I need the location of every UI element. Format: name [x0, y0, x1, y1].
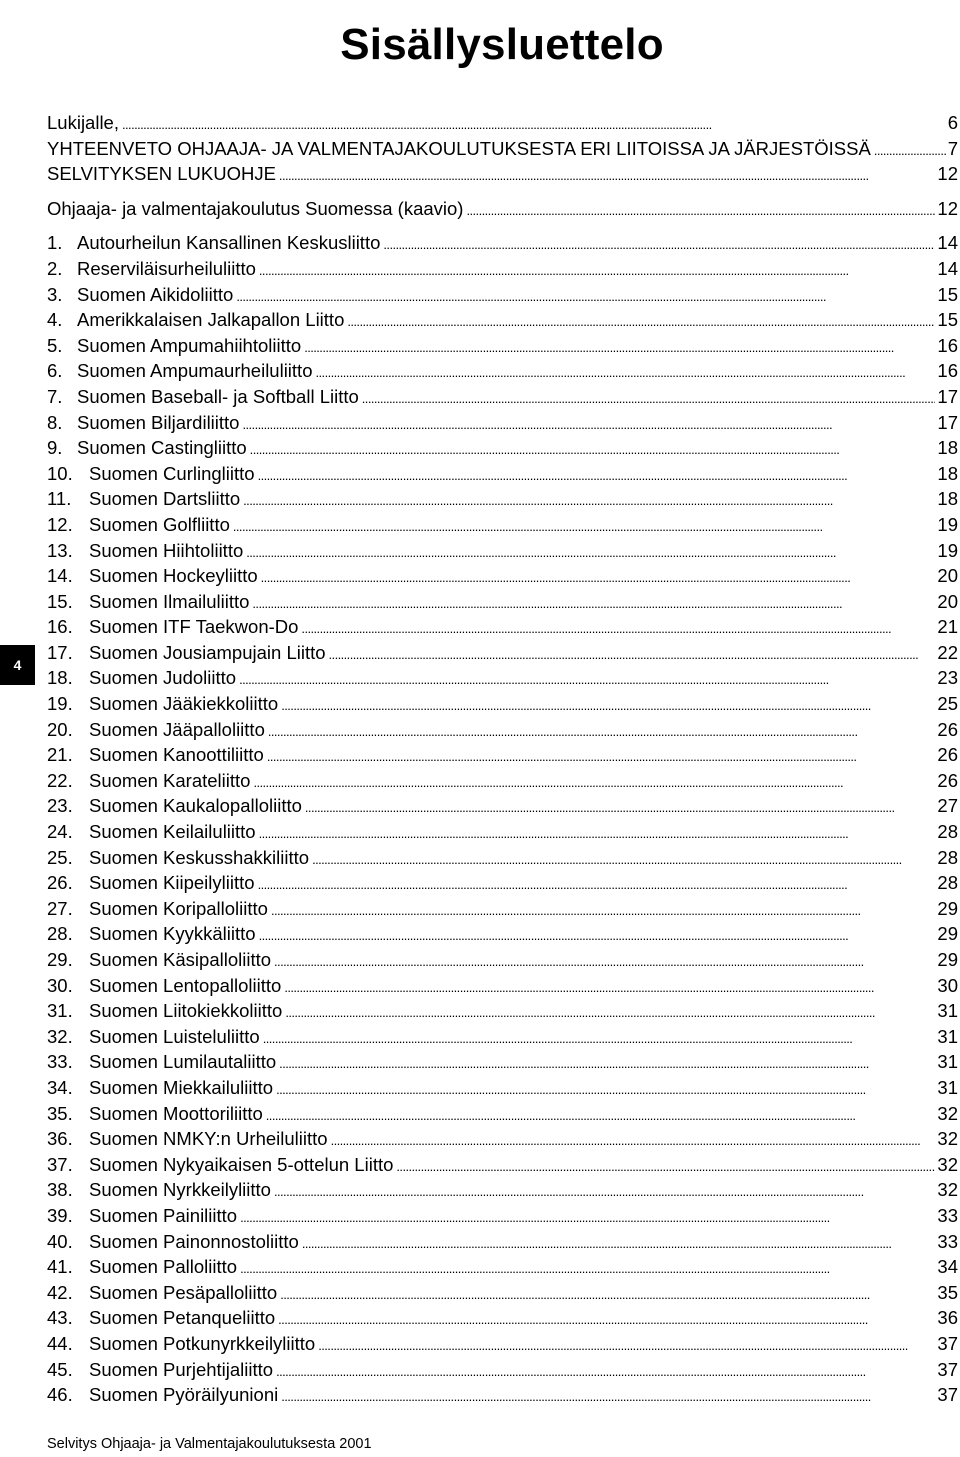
toc-entry-label: Suomen Biljardiliitto — [77, 411, 240, 433]
toc-entry-label: Suomen Ampumahiihtoliitto — [77, 334, 302, 356]
page-footer: Selvitys Ohjaaja- ja Valmentajakoulutuksesta 2001 — [47, 1436, 372, 1452]
toc-entry-number: 31. — [47, 1000, 73, 1022]
toc-dot-leader — [316, 358, 936, 384]
toc-dot-leader — [276, 1075, 935, 1101]
toc-entry-label: Suomen ITF Taekwon-Do — [89, 616, 299, 638]
toc-entry-number: 30. — [47, 974, 73, 996]
toc-dot-leader — [266, 1101, 936, 1127]
toc-entry[interactable] — [47, 333, 958, 359]
toc-entry-label: Suomen Painiliitto — [89, 1204, 238, 1226]
toc-entry-number: 18. — [47, 667, 73, 689]
toc-entry[interactable] — [47, 614, 958, 640]
toc-dot-leader — [267, 742, 936, 768]
toc-entry-label: Suomen Hockeyliitto — [89, 565, 258, 587]
toc-entry-number: 29. — [47, 949, 73, 970]
toc-entry-label: YHTEENVETO OHJAAJA- JA VALMENTAJAKOULUTUKSESTA ERI LIITOISSA JA JÄRJESTÖISSÄ — [47, 137, 871, 159]
toc-intro-entry[interactable] — [47, 136, 958, 162]
toc-entry-number: 5. — [47, 334, 63, 356]
toc-entry-label: Suomen Jääkiekkoliitto — [89, 693, 279, 715]
toc-entry[interactable] — [47, 307, 958, 333]
toc-page-number: 18 — [937, 462, 958, 484]
toc-intro-entry[interactable] — [47, 196, 958, 222]
toc-entry-number: 21. — [47, 744, 73, 766]
toc-entry-label: Suomen Kaukalopalloliitto — [89, 795, 302, 817]
toc-entry-label: Suomen Judoliitto — [89, 667, 237, 689]
toc-entry-label: Suomen Hiihtoliitto — [89, 539, 244, 561]
toc-entry-label: Ohjaaja- ja valmentajakoulutus Suomessa (kaavio) — [47, 197, 464, 219]
toc-entry-number: 4. — [47, 309, 63, 331]
toc-entry-number: 17. — [47, 641, 73, 663]
toc-page-number: 31 — [937, 1000, 958, 1022]
toc-page-number: 23 — [937, 667, 958, 689]
toc-entry-number: 10. — [47, 462, 73, 484]
toc-entry-number: 8. — [47, 411, 63, 433]
toc-entry[interactable] — [47, 870, 958, 896]
toc-entry-label: Lukijalle, — [47, 112, 119, 133]
toc-entry-number: 44. — [47, 1332, 73, 1354]
toc-entry-number: 34. — [47, 1076, 73, 1098]
toc-entry-number: 36. — [47, 1128, 73, 1150]
toc-entry[interactable] — [47, 358, 958, 384]
toc-entry-number: 35. — [47, 1102, 73, 1124]
toc-page-number: 6 — [947, 112, 958, 133]
toc-dot-leader — [318, 1331, 935, 1357]
toc-page-number: 36 — [937, 1307, 958, 1329]
toc-dot-leader — [312, 845, 935, 871]
toc-dot-leader — [874, 136, 946, 162]
toc-dot-leader — [240, 1203, 935, 1229]
toc-entry-number: 25. — [47, 846, 73, 868]
toc-entry-label: Suomen Jousiampujain Liitto — [89, 641, 326, 663]
toc-page-number: 34 — [937, 1256, 958, 1278]
toc-dot-leader — [274, 947, 935, 973]
toc-entry-number: 2. — [47, 257, 63, 279]
toc-entry-label: Suomen Käsipalloliitto — [89, 949, 272, 970]
toc-dot-leader — [261, 563, 936, 589]
toc-entry-label: Amerikkalaisen Jalkapallon Liitto — [77, 309, 345, 331]
toc-entry-number: 45. — [47, 1358, 73, 1380]
toc-entry-label: Suomen Pyöräilyunioni — [89, 1384, 279, 1406]
toc-entry-label: Suomen Koripalloliitto — [89, 897, 268, 919]
toc-entry-label: Suomen Karateliitto — [89, 769, 251, 791]
toc-entry-label: Suomen Castingliitto — [77, 437, 247, 459]
toc-entry-number: 15. — [47, 590, 73, 612]
toc-dot-leader — [246, 538, 935, 564]
toc-entry[interactable] — [47, 998, 958, 1024]
toc-dot-leader — [271, 896, 935, 922]
toc-page-number: 33 — [937, 1230, 958, 1252]
toc-page-number: 20 — [937, 565, 958, 587]
toc-entry-label: Suomen Baseball- ja Softball Liitto — [77, 385, 359, 407]
toc-entry[interactable] — [47, 1126, 958, 1152]
toc-intro-entry[interactable] — [47, 110, 958, 136]
toc-entry[interactable] — [47, 1024, 958, 1050]
toc-entry-number: 33. — [47, 1051, 73, 1073]
toc-page-number: 22 — [937, 641, 958, 663]
toc-entry[interactable] — [47, 538, 958, 564]
toc-entry-number: 6. — [47, 360, 63, 382]
toc-page-number: 16 — [937, 360, 958, 382]
toc-page-number: 30 — [937, 974, 958, 996]
toc-entry-label: Suomen Liitokiekkoliitto — [89, 1000, 283, 1022]
toc-page-number: 7 — [947, 137, 958, 159]
toc-entry[interactable] — [47, 896, 958, 922]
toc-entry-label: Suomen Lentopalloliitto — [89, 974, 282, 996]
toc-dot-leader — [329, 640, 936, 666]
toc-page-number: 14 — [937, 257, 958, 279]
toc-entry[interactable] — [47, 1305, 958, 1331]
toc-dot-leader — [279, 161, 936, 187]
toc-entry[interactable] — [47, 461, 958, 487]
toc-entry-label: Reserviläisurheiluliitto — [77, 257, 256, 279]
toc-dot-leader — [383, 230, 935, 256]
toc-entry-label: Suomen Nyrkkeilyliitto — [89, 1179, 271, 1201]
toc-dot-leader — [280, 1280, 935, 1306]
toc-dot-leader — [242, 410, 935, 436]
table-of-contents — [47, 110, 958, 1408]
toc-entry-number: 43. — [47, 1307, 73, 1329]
toc-entry-number: 41. — [47, 1256, 73, 1278]
toc-dot-leader — [331, 1126, 936, 1152]
toc-entry-label: Suomen Pesäpalloliitto — [89, 1281, 278, 1303]
toc-entry-number: 3. — [47, 283, 63, 305]
toc-page-number: 20 — [937, 590, 958, 612]
toc-entry[interactable] — [47, 1280, 958, 1306]
toc-entry[interactable] — [47, 589, 958, 615]
toc-entry-number: 37. — [47, 1153, 73, 1175]
toc-entry[interactable] — [47, 819, 958, 845]
toc-page-number: 18 — [937, 488, 958, 510]
toc-intro-entry[interactable] — [47, 161, 958, 187]
toc-entry[interactable] — [47, 435, 958, 461]
toc-page-number: 19 — [937, 539, 958, 561]
toc-page-number: 18 — [937, 437, 958, 459]
toc-entry-number: 26. — [47, 872, 73, 894]
toc-dot-leader — [278, 1305, 935, 1331]
toc-dot-leader — [276, 1357, 935, 1383]
toc-page-number: 33 — [937, 1204, 958, 1226]
toc-page-number: 17 — [937, 411, 958, 433]
toc-entry-number: 13. — [47, 539, 73, 561]
toc-entry-label: Suomen Moottoriliitto — [89, 1102, 263, 1124]
toc-entry-number: 1. — [47, 232, 63, 254]
toc-dot-leader — [252, 589, 935, 615]
toc-entry[interactable] — [47, 563, 958, 589]
toc-entry-label: Suomen Palloliitto — [89, 1256, 238, 1278]
toc-dot-leader — [302, 1229, 936, 1255]
toc-page-number: 14 — [937, 232, 958, 254]
toc-entry-label: Suomen Dartsliitto — [89, 488, 241, 510]
toc-entry-number: 28. — [47, 923, 73, 945]
toc-entry[interactable] — [47, 768, 958, 794]
toc-entry-label: Suomen Miekkailuliitto — [89, 1076, 274, 1098]
toc-entry[interactable] — [47, 486, 958, 512]
toc-entry-label: Suomen Aikidoliitto — [77, 283, 234, 305]
toc-entry[interactable] — [47, 1177, 958, 1203]
toc-entry[interactable] — [47, 1049, 958, 1075]
toc-dot-leader — [284, 973, 935, 999]
toc-page-number: 17 — [937, 385, 958, 407]
toc-entry-label: Suomen Petanqueliitto — [89, 1307, 276, 1329]
toc-dot-leader — [305, 793, 936, 819]
toc-entry[interactable] — [47, 845, 958, 871]
toc-page-number: 37 — [937, 1332, 958, 1354]
toc-page-number: 19 — [937, 513, 958, 535]
toc-entry[interactable] — [47, 665, 958, 691]
toc-entry-number: 39. — [47, 1204, 73, 1226]
toc-entry[interactable] — [47, 640, 958, 666]
toc-entry[interactable] — [47, 282, 958, 308]
toc-dot-leader — [347, 307, 935, 333]
toc-entry-number: 22. — [47, 769, 73, 791]
toc-entry-label: Suomen Kiipeilyliitto — [89, 872, 255, 894]
toc-entry[interactable] — [47, 1075, 958, 1101]
toc-entry[interactable] — [47, 947, 958, 973]
toc-entry[interactable] — [47, 1203, 958, 1229]
toc-page-number: 28 — [937, 872, 958, 894]
toc-entry[interactable] — [47, 921, 958, 947]
toc-page-number: 21 — [937, 616, 958, 638]
toc-entry-label: SELVITYKSEN LUKUOHJE — [47, 163, 276, 185]
toc-entry-number: 9. — [47, 437, 63, 459]
toc-dot-leader — [268, 717, 936, 743]
toc-dot-leader — [281, 691, 935, 717]
toc-entry[interactable] — [47, 256, 958, 282]
toc-page-number: 16 — [937, 334, 958, 356]
toc-entry[interactable] — [47, 1357, 958, 1383]
toc-page-number: 25 — [937, 693, 958, 715]
toc-page-number: 28 — [937, 846, 958, 868]
toc-entry-number: 46. — [47, 1384, 73, 1406]
toc-dot-leader — [281, 1382, 935, 1408]
toc-page-number: 29 — [937, 923, 958, 945]
toc-entry-label: Suomen Kanoottiliitto — [89, 744, 264, 766]
page-title: Sisällysluettelo — [340, 20, 664, 69]
toc-dot-leader — [240, 1254, 935, 1280]
toc-entry[interactable] — [47, 691, 958, 717]
toc-dot-leader — [466, 196, 935, 222]
toc-entry-label: Suomen Painonnostoliitto — [89, 1230, 299, 1252]
toc-entry[interactable] — [47, 1152, 958, 1178]
toc-entry[interactable] — [47, 230, 958, 256]
toc-entry-label: Autourheilun Kansallinen Keskusliitto — [77, 232, 381, 254]
toc-page-number: 35 — [937, 1281, 958, 1303]
toc-page-number: 31 — [937, 1025, 958, 1047]
toc-entry-number: 40. — [47, 1230, 73, 1252]
toc-entry-number: 16. — [47, 616, 73, 638]
toc-entry-label: Suomen Keilailuliitto — [89, 821, 256, 843]
toc-entry-number: 38. — [47, 1179, 73, 1201]
toc-entry-label: Suomen Luisteluliitto — [89, 1025, 260, 1047]
toc-dot-leader — [258, 461, 936, 487]
toc-entry-label: Suomen Jääpalloliitto — [89, 718, 265, 740]
toc-page-number: 32 — [937, 1179, 958, 1201]
toc-page-number: 37 — [937, 1358, 958, 1380]
toc-dot-leader — [250, 435, 936, 461]
toc-dot-leader — [274, 1177, 935, 1203]
toc-entry-number: 24. — [47, 821, 73, 843]
toc-dot-leader — [259, 256, 936, 282]
toc-dot-leader — [304, 333, 935, 359]
toc-entry-label: Suomen Nykyaikaisen 5-ottelun Liitto — [89, 1153, 394, 1175]
toc-entry[interactable] — [47, 1382, 958, 1408]
toc-entry[interactable] — [47, 1229, 958, 1255]
toc-entry-label: Suomen Potkunyrkkeilyliitto — [89, 1332, 316, 1354]
toc-page-number: 26 — [937, 744, 958, 766]
toc-entry[interactable] — [47, 1101, 958, 1127]
toc-page-number: 15 — [937, 309, 958, 331]
chapter-tab: 4 — [0, 645, 35, 685]
toc-entry-number: 23. — [47, 795, 73, 817]
toc-dot-leader — [253, 768, 935, 794]
toc-entry-number: 20. — [47, 718, 73, 740]
toc-entry-number: 27. — [47, 897, 73, 919]
toc-dot-leader — [279, 1049, 935, 1075]
toc-entry[interactable] — [47, 384, 958, 410]
toc-entry-label: Suomen Golfliitto — [89, 513, 230, 535]
toc-entry-number: 14. — [47, 565, 73, 587]
toc-page-number: 27 — [937, 795, 958, 817]
toc-page-number: 29 — [937, 949, 958, 970]
toc-dot-leader — [285, 998, 935, 1024]
toc-page-number: 12 — [937, 197, 958, 219]
toc-entry-number: 12. — [47, 513, 73, 535]
toc-dot-leader — [362, 384, 936, 410]
toc-entry-number: 42. — [47, 1281, 73, 1303]
toc-entry-label: Suomen Ampumaurheiluliitto — [77, 360, 313, 382]
toc-dot-leader — [236, 282, 935, 308]
toc-dot-leader — [122, 110, 946, 136]
toc-page-number: 32 — [937, 1153, 958, 1175]
toc-page-number: 31 — [937, 1076, 958, 1098]
toc-entry-number: 32. — [47, 1025, 73, 1047]
toc-dot-leader — [239, 665, 935, 691]
toc-entry[interactable] — [47, 512, 958, 538]
toc-entry-label: Suomen Curlingliitto — [89, 462, 255, 484]
toc-entry[interactable] — [47, 717, 958, 743]
toc-entry-label: Suomen Kyykkäliitto — [89, 923, 256, 945]
toc-page-number: 37 — [937, 1384, 958, 1406]
toc-entry-label: Suomen Lumilautaliitto — [89, 1051, 277, 1073]
toc-dot-leader — [301, 614, 935, 640]
toc-entry[interactable] — [47, 793, 958, 819]
toc-dot-leader — [258, 870, 936, 896]
toc-entry-label: Suomen Purjehtijaliitto — [89, 1358, 274, 1380]
toc-entry[interactable] — [47, 410, 958, 436]
toc-dot-leader — [259, 921, 936, 947]
toc-entry-label: Suomen Ilmailuliitto — [89, 590, 250, 612]
toc-page-number: 31 — [937, 1051, 958, 1073]
toc-entry[interactable] — [47, 1331, 958, 1357]
toc-page-number: 12 — [937, 163, 958, 185]
toc-page-number: 15 — [937, 283, 958, 305]
toc-page-number: 26 — [937, 769, 958, 791]
toc-page-number: 32 — [937, 1102, 958, 1124]
toc-entry-label: Suomen NMKY:n Urheiluliitto — [89, 1128, 328, 1150]
toc-entry-number: 19. — [47, 693, 73, 715]
toc-dot-leader — [263, 1024, 936, 1050]
toc-entry-label: Suomen Keskusshakkiliitto — [89, 846, 310, 868]
toc-page-number: 28 — [937, 821, 958, 843]
toc-dot-leader — [396, 1152, 935, 1178]
toc-page-number: 29 — [937, 897, 958, 919]
toc-entry[interactable] — [47, 973, 958, 999]
toc-dot-leader — [243, 486, 935, 512]
toc-page-number: 32 — [937, 1128, 958, 1150]
toc-entry-number: 7. — [47, 385, 63, 407]
toc-entry[interactable] — [47, 1254, 958, 1280]
toc-entry-number: 11. — [47, 488, 72, 510]
toc-page-number: 26 — [937, 718, 958, 740]
toc-entry[interactable] — [47, 742, 958, 768]
toc-dot-leader — [233, 512, 936, 538]
toc-dot-leader — [259, 819, 936, 845]
